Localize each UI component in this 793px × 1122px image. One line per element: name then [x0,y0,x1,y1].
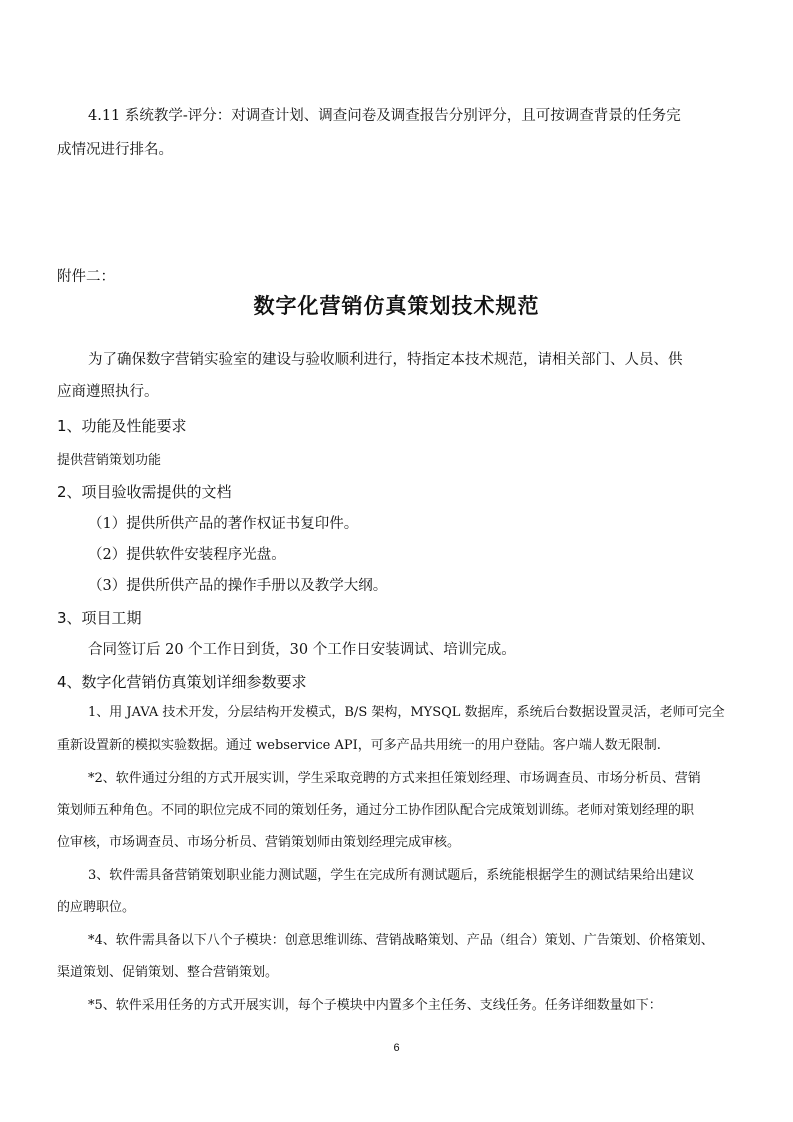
section-3-body: 合同签订后 20 个工作日到货，30 个工作日安装调试、培训完成。 [88,642,516,658]
param-2-line-3: 位审核，市场调查员、市场分析员、营销策划师由策划经理完成审核。 [57,835,461,850]
param-2-line-1: *2、软件通过分组的方式开展实训，学生采取竞聘的方式来担任策划经理、市场调查员、市场分析员、营销 [88,771,701,786]
section-4-11-line-1: 4.11 系统教学-评分：对调查计划、调查问卷及调查报告分别评分，且可按调查背景的任务完 [88,108,681,124]
param-4-line-2: 渠道策划、促销策划、整合营销策划。 [57,965,279,980]
param-4-line-1: *4、软件需具备以下八个子模块：创意思维训练、营销战略策划、产品（组合）策划、广告策划、价格策划、 [88,933,714,948]
intro-line-2: 应商遵照执行。 [57,384,159,400]
page-number: 6 [393,1042,400,1054]
param-3-line-2: 的应聘职位。 [57,900,136,915]
param-5-line-1: *5、软件采用任务的方式开展实训，每个子模块中内置多个主任务、支线任务。任务详细数量如下： [88,998,662,1013]
section-1-body: 提供营销策划功能 [57,453,162,468]
section-2-item: （1）提供所供产品的著作权证书复印件。 [88,516,359,532]
section-2-item: （3）提供所供产品的操作手册以及教学大纲。 [88,578,388,594]
param-1-line-1: 1、用 JAVA 技术开发，分层结构开发模式，B/S 架构，MYSQL 数据库，系统后台数据设置灵活，老师可完全 [88,705,725,720]
section-1-heading: 1、功能及性能要求 [57,417,187,435]
section-2-heading: 2、项目验收需提供的文档 [57,483,232,501]
annex-label: 附件二： [57,269,115,285]
param-1-line-2: 重新设置新的模拟实验数据。通过 webservice API，可多产品共用统一的用户登陆。客户端人数无限制. [57,738,661,753]
section-4-11-line-2: 成情况进行排名。 [57,142,173,158]
param-2-line-2: 策划师五种角色。不同的职位完成不同的策划任务，通过分工协作团队配合完成策划训练。老师对策划经理的职 [57,803,695,818]
document-title: 数字化营销仿真策划技术规范 [253,294,540,318]
section-3-heading: 3、项目工期 [57,609,142,627]
param-3-line-1: 3、软件需具备营销策划职业能力测试题，学生在完成所有测试题后，系统能根据学生的测试结果给出建议 [88,868,695,883]
intro-line-1: 为了确保数字营销实验室的建设与验收顺利进行，特指定本技术规范，请相关部门、人员、供 [88,352,683,368]
section-4-heading: 4、数字化营销仿真策划详细参数要求 [57,673,307,691]
section-2-item: （2）提供软件安装程序光盘。 [88,547,286,563]
